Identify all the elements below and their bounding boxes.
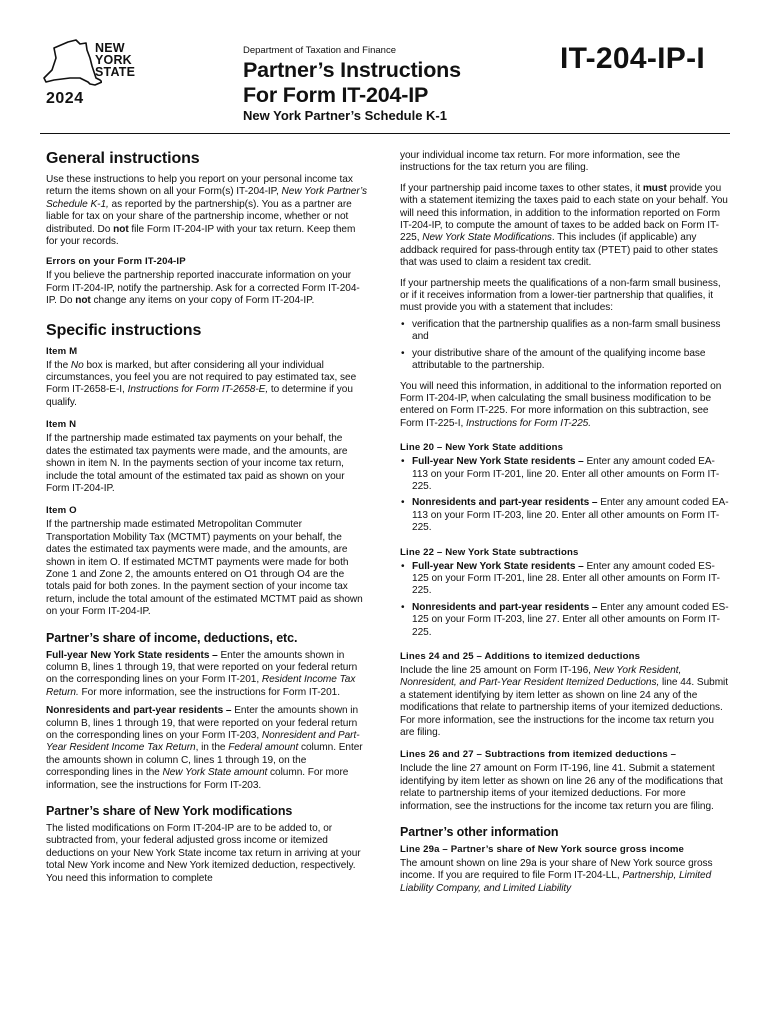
text-run: For more information, see the instructions for Form IT-201. (78, 686, 340, 698)
text-run-italic: Federal amount (228, 742, 299, 754)
text-run: If you believe the partnership reported inaccurate information on your Form IT-204-IP, notify the partnership. Ask for a corrected Form IT-204-IP. Do (46, 270, 360, 307)
text-run: box is marked, but after considering all your individual circumstances, you feel you are not required to pay estimated tax, see Form IT-2658-E-I, (46, 359, 357, 396)
text-run-bold: Nonresidents and part-year residents – (412, 601, 601, 613)
title-line-2: For Form IT-204-IP (243, 83, 429, 107)
lines-26-27-heading: Lines 26 and 27 – Subtractions from itemized deductions – (400, 749, 677, 761)
item-o-paragraph: If the partnership made estimated Metropolitan Commuter Transportation Mobility Tax (MCTMT) payments on your behalf, the dates the estimated tax payments were made, and the amounts, are shown in item O. If estimated MCTMT payments were made for both Zone 1 and Zone 2, the amounts entered on O1 through O4 are the totals paid for both zones. In the payment section of your income tax return, include the total amount of the estimated MCTMT paid as shown on your Form IT-204-IP. (46, 519, 363, 618)
continued-paragraph: your individual income tax return. For more information, see the instructions for the tax return you are filing. (400, 150, 681, 174)
full-year-residents-paragraph (46, 650, 368, 700)
ny-modifications-heading: Partner’s share of New York modifications (46, 804, 293, 819)
text-run-italic: New York State amount (162, 767, 268, 779)
text-run-bold: must (642, 182, 667, 194)
text-run: If the (46, 359, 71, 371)
text-run: column. For more information, see the instructions for Form IT-203. (46, 767, 349, 791)
text-run: , in the (195, 742, 229, 754)
line-29a-paragraph (400, 858, 730, 895)
ny-modifications-paragraph: The listed modifications on Form IT-204-IP are to be added to, or subtracted from, your federal adjusted gross income or itemized deductions on your New York State income tax return in arriving at your total New York income and New York itemized deduction, respectively. You need this information to complete (46, 823, 361, 884)
list-item (400, 602, 730, 639)
text-run-italic: Partnership, Limited Liability Company, and Limited Liability (400, 870, 712, 894)
text-run: as reported by the partnership(s). You as a partner are liable for tax on your share of the partnership income, whether or not distributed. Do (46, 198, 352, 235)
list-item: • your distributive share of the amount of the qualifying income base attributable to the partnership. (400, 348, 730, 373)
line-29a-heading: Line 29a – Partner’s share of New York source gross income (400, 844, 685, 856)
text-run: . This includes (if applicable) any addback required for pass-through entity tax (PTET) paid to other states that was used to claim a resident tax credit. (400, 232, 718, 269)
specific-instructions-heading: Specific instructions (46, 321, 202, 339)
partners-other-info-heading: Partner’s other information (400, 825, 559, 840)
tax-year: 2024 (46, 90, 84, 107)
text-run: Enter any amount coded EA-113 on your Form IT-203, line 20. Enter all other amounts on Form IT-225. (412, 497, 729, 534)
text-run: You will need this information, in additional to the information reported on Form IT-204-IP, when calculating the small business modification to be entered on Form IT-225. For more information on this subtraction, see Form IT-225-I, (400, 380, 722, 429)
text-run: If your partnership paid income taxes to other states, it (400, 182, 643, 194)
text-run-italic: New York Resident, Nonresident, and Part-Year Resident Itemized Deductions, (400, 665, 682, 689)
text-run-italic: No (70, 359, 84, 371)
list-item (400, 456, 730, 493)
general-instructions-heading: General instructions (46, 150, 200, 167)
text-run: Enter the amounts shown in column B, lines 1 through 19, that were reported on your federal return on the corresponding lines on your Form IT-203, (46, 705, 359, 741)
logo-word-new: NEW (95, 41, 125, 55)
text-run: Enter any amount coded ES-125 on your Form IT-203, line 27. Enter all other amounts on Form IT-225. (412, 601, 729, 638)
lines-24-25-paragraph (400, 665, 730, 739)
right-column (400, 150, 730, 895)
line-22-list (400, 561, 730, 639)
text-run-bold: Full-year New York State residents – (46, 649, 221, 661)
text-run-bold: Nonresidents and part-year residents – (46, 705, 235, 717)
text-run-italic: Nonresident and Part-Year Resident Income Tax Return (46, 730, 360, 754)
partners-share-heading: Partner’s share of income, deductions, etc. (46, 630, 298, 645)
page-title (243, 58, 461, 108)
text-run-italic: New York State Modifications (422, 232, 552, 244)
item-n-paragraph: If the partnership made estimated tax payments on your behalf, the dates the estimated tax payments were made, and the amounts, are shown in item N. In the payments section of your income tax return, include the total amount of the estimated tax paid as shown on your Form IT-204-IP. (46, 433, 348, 494)
left-column (46, 150, 368, 885)
text-run-bold: Full-year New York State residents – (412, 456, 587, 468)
text-run: Enter any amount coded EA-113 on your Form IT-201, line 20. Enter all other amounts on Form IT-225. (412, 456, 720, 492)
text-run: change any items on your copy of Form IT-204-IP. (90, 295, 315, 307)
text-run: file Form IT-204-IP with your tax return. Keep them for your records. (46, 223, 356, 248)
text-run-bold: not (75, 295, 91, 307)
text-run: Enter the amounts shown in column B, lines 1 through 19, that were reported on your federal return on the corresponding lines on your Form IT-201, (46, 649, 358, 686)
general-instructions-paragraph (46, 174, 368, 248)
text-run-bold: Nonresidents and part-year residents – (412, 497, 601, 509)
lines-24-25-heading: Lines 24 and 25 – Additions to itemized deductions (400, 651, 641, 662)
text-run: The amount shown on line 29a is your share of New York source gross income. If you are required to file Form IT-204-LL, (400, 858, 713, 882)
non-farm-bullet-list (400, 319, 730, 373)
line-20-heading: Line 20 – New York State additions (400, 442, 564, 454)
text-run-italic: Resident Income Tax Return. (46, 674, 356, 698)
page-subtitle: New York Partner’s Schedule K-1 (243, 108, 447, 123)
list-item (400, 497, 730, 534)
item-m-paragraph (46, 360, 368, 410)
text-run: Use these instructions to help you report on your personal income tax return the items shown on all your Form(s) IT-204-IP, (46, 174, 353, 198)
department-name: Department of Taxation and Finance (243, 45, 396, 56)
text-run: provide you with a statement itemizing the taxes paid to each state on your behalf. You will need this information, in addition to the information reported on Form IT-204-IP, to compute the amount of taxes to be added back on Form IT-225, (400, 182, 728, 244)
errors-heading: Errors on your Form IT-204-IP (46, 256, 186, 268)
lines-26-27-paragraph: Include the line 27 amount on Form IT-196, line 41. Submit a statement identifying by item letter as shown on line 26 any of the modifications that relate to partnership items of your itemized deductions. For more information, see the instructions for the income tax return you are filing. (400, 763, 723, 812)
item-o-heading: Item O (46, 505, 77, 517)
new-york-state-outline-icon (40, 38, 102, 90)
item-n-heading: Item N (46, 419, 77, 431)
line-20-list (400, 456, 730, 534)
logo-word-state: STATE (95, 65, 136, 79)
list-item: • verification that the partnership qualifies as a non-farm small business and (400, 319, 730, 344)
text-run: to determine if you qualify. (46, 384, 353, 408)
form-number: IT-204-IP-I (560, 42, 706, 75)
line-22-heading: Line 22 – New York State subtractions (400, 546, 579, 558)
non-farm-business-paragraph: If your partnership meets the qualifications of a non-farm small business, or if it receives information from a lower-tier partnership that qualifies, it must provide you with a statement that includes: (400, 277, 721, 314)
nonresidents-paragraph (46, 705, 368, 792)
nys-logo (40, 38, 150, 110)
text-run: Include the line 25 amount on Form IT-196, (400, 665, 594, 676)
other-states-taxes-paragraph (400, 183, 730, 270)
text-run-bold: Full-year New York State residents – (412, 560, 587, 572)
errors-paragraph (46, 270, 368, 307)
text-run-bold: not (113, 223, 129, 235)
title-line-1: Partner’s Instructions (243, 58, 461, 82)
text-run-italic: Instructions for Form IT-225. (466, 417, 591, 429)
small-business-info-paragraph (400, 381, 730, 431)
header-divider (40, 133, 730, 134)
text-run: line 44. Submit a statement identifying by item letter as shown on line 24 any of the modifications that relate to partnership items of your itemized deductions. For more information, see the instructions for the income tax return you are filing. (400, 677, 729, 739)
list-item (400, 561, 730, 598)
text-run-italic: Instructions for Form IT-2658-E, (127, 384, 269, 396)
item-m-heading: Item M (46, 345, 78, 357)
text-run-italic: New York Partner’s Schedule K-1, (46, 186, 368, 210)
text-run: Enter any amount coded ES-125 on your Form IT-201, line 28. Enter all other amounts on Form IT-225. (412, 560, 720, 597)
logo-word-york: YORK (95, 53, 132, 67)
text-run: column. Enter the amounts shown in column C, lines 1 through 19, on the corresponding lines in the (46, 742, 363, 779)
